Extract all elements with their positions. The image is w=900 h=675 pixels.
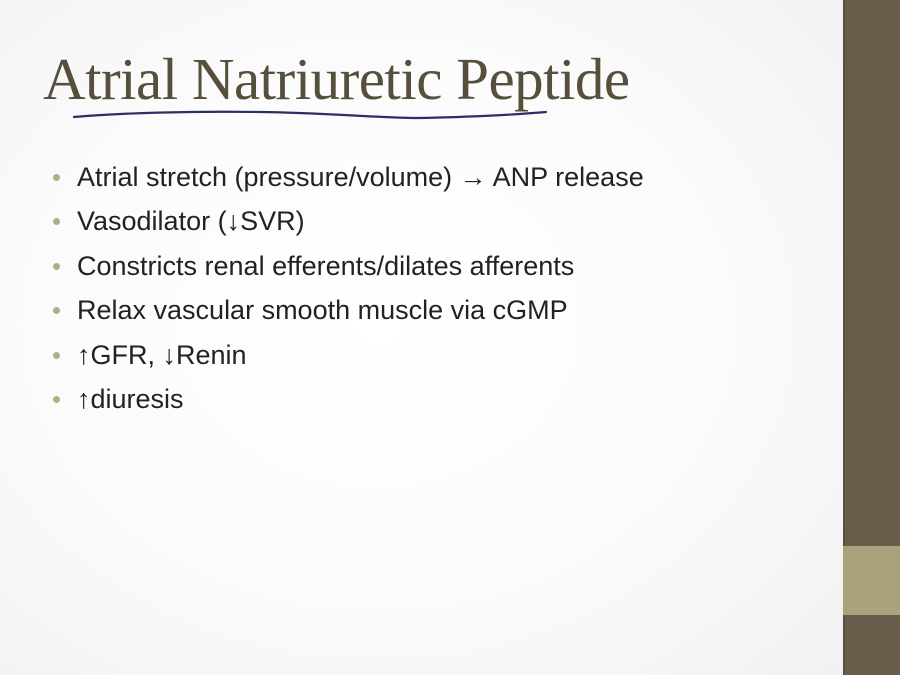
bullet-text: ↑diuresis (77, 384, 184, 415)
bullet-text: Vasodilator (↓SVR) (77, 206, 305, 237)
bullet-item (53, 378, 644, 423)
bullet-list (53, 155, 644, 422)
sidebar-accent-block (843, 546, 900, 615)
bullet-item (53, 155, 644, 200)
bullet-item (53, 244, 644, 289)
bullet-dot-icon (53, 218, 60, 225)
bullet-dot-icon (53, 263, 60, 270)
bullet-text: ↑GFR, ↓Renin (77, 339, 247, 370)
bullet-text: Constricts renal efferents/dilates afferents (77, 250, 575, 281)
bullet-text: Relax vascular smooth muscle via cGMP (77, 295, 568, 326)
bullet-item (53, 289, 644, 334)
bullet-dot-icon (53, 396, 60, 403)
slide-title: Atrial Natriuretic Peptide (43, 46, 630, 112)
bullet-dot-icon (53, 174, 60, 181)
bullet-item (53, 200, 644, 245)
bullet-dot-icon (53, 352, 60, 359)
bullet-item (53, 333, 644, 378)
bullet-text: Atrial stretch (pressure/volume) → ANP release (77, 161, 644, 192)
bullet-dot-icon (53, 307, 60, 314)
